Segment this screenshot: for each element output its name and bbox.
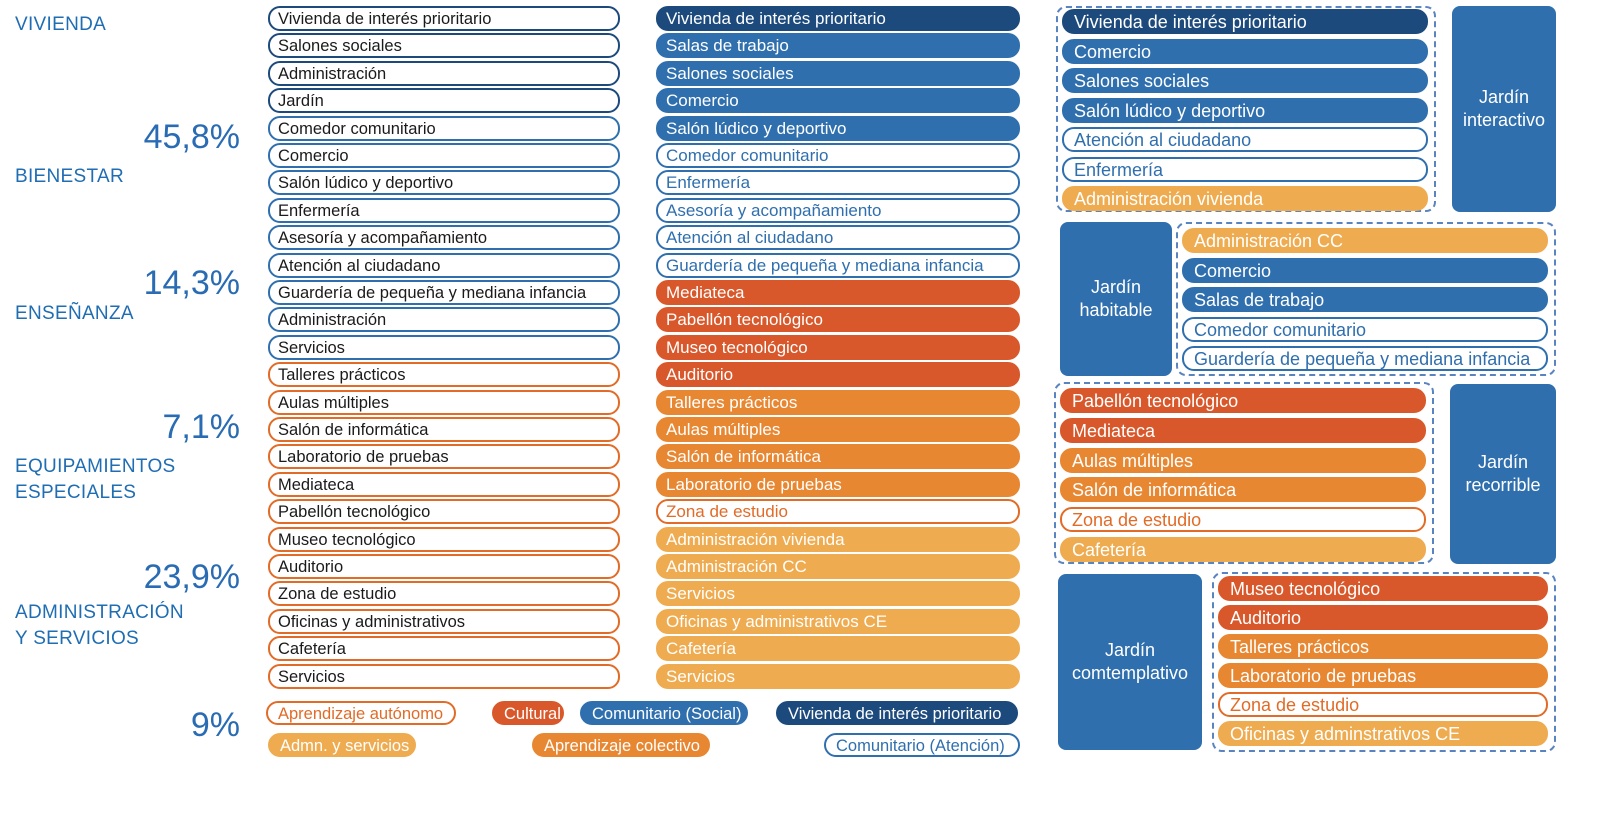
program-pill: Cafetería [656,636,1020,661]
program-pill: Comedor comunitario [268,116,620,141]
garden-program-pill: Administración vivienda [1062,186,1428,211]
program-pill: Laboratorio de pruebas [656,472,1020,497]
garden-program-pill: Talleres prácticos [1218,634,1548,659]
legend-aprendizaje-autonomo: Aprendizaje autónomo [266,701,456,725]
program-pill: Servicios [268,664,620,689]
program-pill: Cafetería [268,636,620,661]
garden-program-pill: Cafetería [1060,537,1426,562]
program-pill: Talleres prácticos [268,362,620,387]
program-pill: Administración CC [656,554,1020,579]
garden-program-pill: Vivienda de interés prioritario [1062,9,1428,34]
legend-comunitario-atencion: Comunitario (Atención) [824,733,1020,757]
program-pill: Salones sociales [268,33,620,58]
program-pill: Vivienda de interés prioritario [268,6,620,31]
garden-program-pill: Comedor comunitario [1182,317,1548,342]
program-pill: Guardería de pequeña y mediana infancia [268,280,620,305]
percentage-legend: 9% [190,706,240,744]
garden-program-pill: Comercio [1182,258,1548,283]
garden-program-pill: Aulas múltiples [1060,448,1426,473]
program-pill: Auditorio [656,362,1020,387]
program-pill: Museo tecnológico [268,527,620,552]
category-equipamientos-line2: ESPECIALES [15,482,137,503]
garden-program-pill: Auditorio [1218,605,1548,630]
category-bienestar: BIENESTAR [15,166,124,187]
percentage-ensenanza: 14,3% [143,264,240,302]
garden-program-pill: Salón de informática [1060,477,1426,502]
program-pill: Servicios [656,581,1020,606]
program-pill: Comercio [656,88,1020,113]
garden-program-pill: Laboratorio de pruebas [1218,663,1548,688]
program-pill: Servicios [268,335,620,360]
program-pill: Administración [268,307,620,332]
program-pill: Laboratorio de pruebas [268,444,620,469]
garden-name-line2: habitable [1079,300,1153,320]
legend-vivienda: Vivienda de interés prioritario [776,701,1018,725]
garden-program-pill: Atención al ciudadano [1062,127,1428,152]
program-pill: Salón de informática [268,417,620,442]
garden-name-line1: Jardín [1478,87,1529,107]
program-pill: Jardín [268,88,620,113]
program-pill: Salón lúdico y deportivo [268,170,620,195]
garden-program-pill: Administración CC [1182,228,1548,253]
garden-box-interactivo [1452,6,1556,212]
program-pill: Oficinas y administrativos CE [656,609,1020,634]
program-pill: Enfermería [268,198,620,223]
percentage-administracion: 23,9% [143,558,240,596]
program-pill: Zona de estudio [268,581,620,606]
program-pill: Asesoría y acompañamiento [268,225,620,250]
program-pill: Atención al ciudadano [656,225,1020,250]
garden-program-pill: Oficinas y adminstrativos CE [1218,721,1548,746]
program-pill: Salones sociales [656,61,1020,86]
program-pill: Pabellón tecnológico [656,307,1020,332]
program-pill: Comedor comunitario [656,143,1020,168]
program-pill: Salón lúdico y deportivo [656,116,1020,141]
program-pill: Servicios [656,664,1020,689]
program-pill: Administración [268,61,620,86]
garden-program-pill: Zona de estudio [1218,692,1548,717]
category-vivienda: VIVIENDA [15,14,107,35]
program-pill: Salas de trabajo [656,33,1020,58]
legend-cultural: Cultural [492,701,564,725]
category-administracion-line2: Y SERVICIOS [15,628,140,649]
category-equipamientos-line1: EQUIPAMIENTOS [15,456,176,477]
program-pill: Zona de estudio [656,499,1020,524]
legend-comunitario-social: Comunitario (Social) [580,701,748,725]
program-pill: Mediateca [656,280,1020,305]
program-pill: Oficinas y administrativos [268,609,620,634]
garden-program-pill: Salón lúdico y deportivo [1062,98,1428,123]
program-pill: Salón de informática [656,444,1020,469]
program-pill: Administración vivienda [656,527,1020,552]
program-pill: Asesoría y acompañamiento [656,198,1020,223]
legend-admin-servicios: Admn. y servicios [268,733,416,757]
program-pill: Comercio [268,143,620,168]
program-pill: Pabellón tecnológico [268,499,620,524]
garden-box-habitable [1060,222,1172,376]
garden-program-pill: Zona de estudio [1060,507,1426,532]
program-pill: Museo tecnológico [656,335,1020,360]
garden-program-pill: Mediateca [1060,418,1426,443]
garden-name-line1: Jardín [1477,452,1529,472]
program-pill: Aulas múltiples [268,390,620,415]
garden-name-line1: Jardín [1090,277,1141,297]
program-pill: Auditorio [268,554,620,579]
garden-name-line1: Jardín [1104,640,1155,660]
garden-box-contemplativo [1058,574,1202,750]
garden-program-pill: Salones sociales [1062,68,1428,93]
garden-program-pill: Guardería de pequeña y mediana infancia [1182,346,1548,371]
percentage-bienestar: 45,8% [143,118,240,156]
garden-name-line2: interactivo [1462,110,1546,130]
program-pill: Aulas múltiples [656,417,1020,442]
garden-name-line2: recorrible [1465,475,1541,495]
legend-aprendizaje-colectivo: Aprendizaje colectivo [532,733,710,757]
garden-name-line2: comtemplativo [1071,663,1189,683]
category-ensenanza: ENSEÑANZA [15,303,134,324]
program-pill: Mediateca [268,472,620,497]
program-pill: Atención al ciudadano [268,253,620,278]
garden-program-pill: Museo tecnológico [1218,576,1548,601]
program-pill: Guardería de pequeña y mediana infancia [656,253,1020,278]
garden-program-pill: Salas de trabajo [1182,287,1548,312]
garden-program-pill: Enfermería [1062,157,1428,182]
category-administracion-line1: ADMINISTRACIÓN [15,602,184,623]
garden-box-recorrible [1450,384,1556,564]
program-pill: Enfermería [656,170,1020,195]
garden-program-pill: Pabellón tecnológico [1060,388,1426,413]
percentage-equipamientos: 7,1% [162,408,240,446]
program-pill: Vivienda de interés prioritario [656,6,1020,31]
garden-program-pill: Comercio [1062,39,1428,64]
program-pill: Talleres prácticos [656,390,1020,415]
